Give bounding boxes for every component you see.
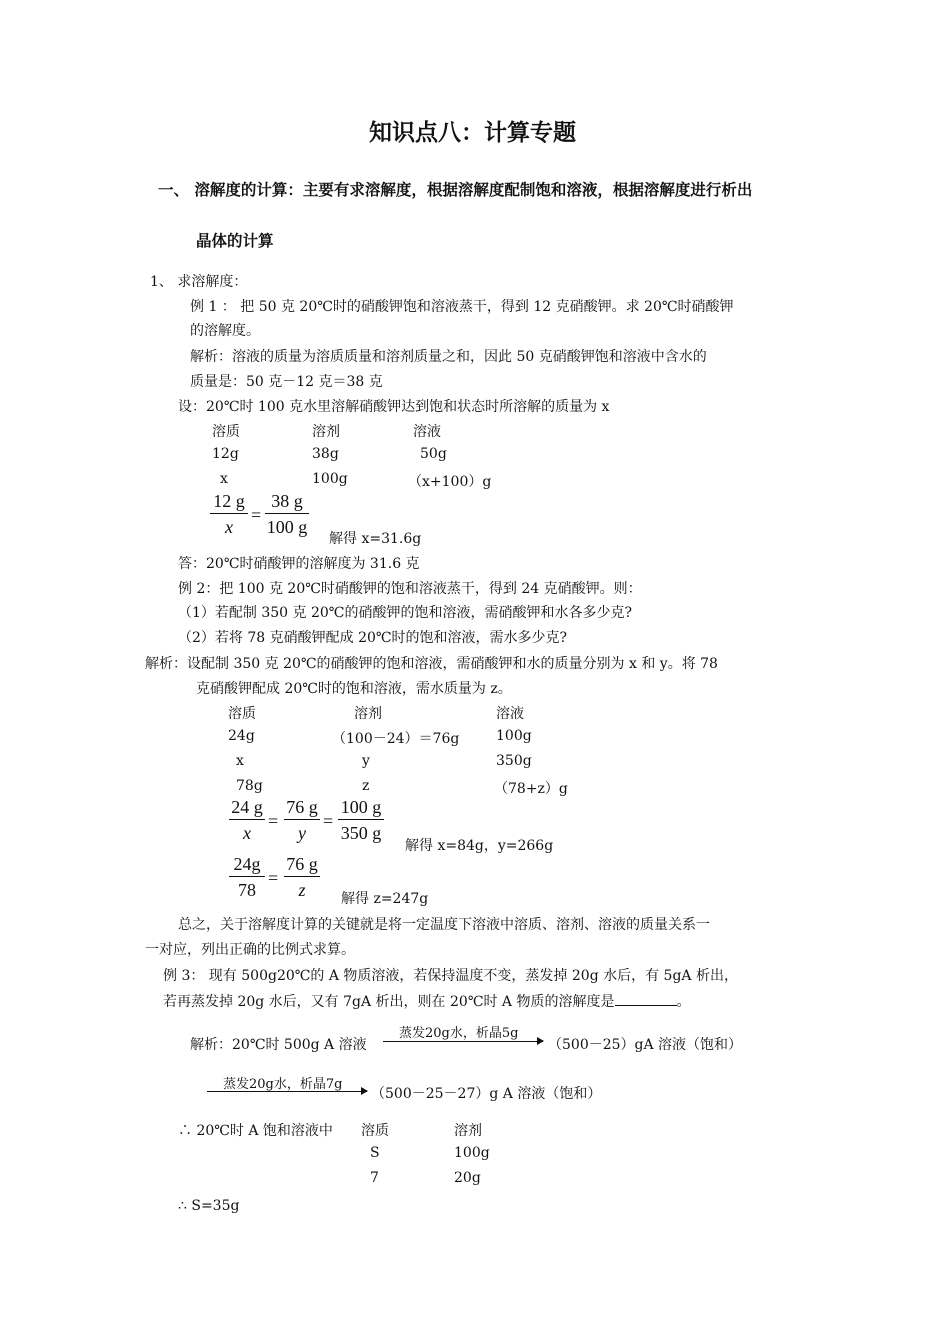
ex2-table-cell: 24g — [228, 728, 255, 744]
example1-let: 设：20℃时 100 克水里溶解硝酸钾达到饱和状态时所溶解的质量为 x — [178, 399, 610, 415]
ex1-table-cell: x — [220, 471, 228, 487]
page-title: 知识点八：计算专题 — [369, 120, 576, 146]
example2-analysis2: 克硝酸钾配成 20℃时的饱和溶液，需水质量为 z。 — [196, 681, 512, 697]
equals-sign: = — [268, 868, 279, 888]
reaction-arrow-icon — [383, 1041, 543, 1042]
ex1-table-cell: （x+100）g — [408, 474, 492, 490]
example2-analysis1: 解析：设配制 350 克 20℃的硝酸钾的饱和溶液，需硝酸钾和水的质量分别为 x 和 y。将 78 — [145, 656, 718, 672]
fraction-denominator: 100 g — [266, 517, 308, 537]
ex1-fraction-right — [265, 490, 309, 538]
fraction-denominator: x — [225, 517, 233, 537]
example1-analysis1: 解析：溶液的质量为溶质质量和溶剂质量之和，因此 50 克硝酸钾饱和溶液中含水的 — [190, 349, 707, 365]
example1-answer: 答：20℃时硝酸钾的溶解度为 31.6 克 — [178, 556, 420, 572]
ex2-eq2-fraction-b — [284, 853, 320, 901]
ex2-table-header-solute: 溶质 — [228, 706, 256, 722]
example2-question2: （2）若将 78 克硝酸钾配成 20℃时的饱和溶液，需水多少克? — [178, 630, 568, 646]
subheading-find-solubility: 1、 求溶解度： — [150, 274, 248, 290]
section-heading-line2: 晶体的计算 — [196, 232, 274, 250]
fraction-bar — [229, 876, 265, 877]
ex1-table-cell: 38g — [312, 446, 339, 462]
example3-line2-text: 若再蒸发掉 20g 水后，又有 7gA 析出，则在 20℃时 A 物质的溶解度是 — [163, 994, 615, 1010]
therefore-line2: ∴ S=35g — [178, 1198, 240, 1214]
fraction-bar — [210, 513, 248, 514]
equals-sign: = — [323, 811, 334, 831]
ex3-table-cell: S — [370, 1145, 380, 1161]
ex1-table-header-solute: 溶质 — [212, 424, 240, 440]
example1-analysis2: 质量是：50 克－12 克＝38 克 — [190, 374, 383, 390]
ex2-table-cell: x — [236, 753, 244, 769]
ex2-eq1-fraction-c — [338, 796, 384, 844]
example1-line1: 例 1 ： 把 50 克 20℃时的硝酸钾饱和溶液蒸干，得到 12 克硝酸钾。求 20℃时硝酸钾 — [190, 299, 734, 315]
section-heading-line1: 一、 溶解度的计算：主要有求溶解度，根据溶解度配制饱和溶液，根据溶解度进行析出 — [158, 181, 753, 199]
ex2-eq1-fraction-b — [284, 796, 320, 844]
fraction-numerator: 12 g — [213, 491, 245, 511]
example3-line1: 例 3： 现有 500g20℃的 A 物质溶液，若保持温度不变，蒸发掉 20g 水后，有 5gA 析出， — [163, 968, 738, 984]
ex3-table-cell: 7 — [370, 1170, 379, 1186]
fraction-denominator: 350 g — [340, 823, 382, 843]
ex2-eq1-fraction-a — [229, 796, 265, 844]
ex2-table-cell: z — [362, 778, 370, 794]
ex2-table-cell: （78+z）g — [494, 781, 568, 797]
fraction-numerator: 24 g — [231, 797, 263, 817]
ex1-table-cell: 50g — [420, 446, 447, 462]
example3-analysis-prefix: 解析：20℃时 500g A 溶液 — [190, 1037, 367, 1053]
ex1-fraction-left — [210, 490, 248, 538]
therefore-line1: ∴ 20℃时 A 饱和溶液中 — [178, 1123, 333, 1139]
ex2-table-cell: y — [362, 753, 370, 769]
ex2-table-cell: 100g — [496, 728, 532, 744]
fraction-bar — [284, 819, 320, 820]
example2-line1: 例 2：把 100 克 20℃时硝酸钾的饱和溶液蒸干，得到 24 克硝酸钾。则： — [178, 581, 642, 597]
example1-line2: 的溶解度。 — [190, 323, 260, 339]
example2-question1: （1）若配制 350 克 20℃的硝酸钾的饱和溶液，需硝酸钾和水各多少克? — [178, 605, 632, 621]
example3-line2-end: 。 — [676, 994, 691, 1010]
summary-line2: 一对应，列出正确的比例式求算。 — [145, 942, 355, 958]
ex1-table-cell: 12g — [212, 446, 239, 462]
fraction-denominator: z — [298, 880, 306, 900]
summary-line1: 总之，关于溶解度计算的关键就是将一定温度下溶液中溶质、溶剂、溶液的质量关系一 — [178, 917, 710, 933]
ex2-table-header-solvent: 溶剂 — [354, 706, 382, 722]
ex2-table-header-solution: 溶液 — [496, 706, 524, 722]
arrow1-result: （500－25）gA 溶液（饱和） — [548, 1037, 743, 1053]
arrow2-result: （500－25－27）g A 溶液（饱和） — [371, 1086, 602, 1102]
example2-solve1: 解得 x=84g，y=266g — [405, 838, 554, 854]
ex1-table-cell: 100g — [312, 471, 348, 487]
fraction-numerator: 76 g — [286, 797, 318, 817]
ex3-table-cell: 100g — [454, 1145, 490, 1161]
fraction-numerator: 100 g — [340, 797, 382, 817]
ex2-table-cell: 78g — [236, 778, 263, 794]
ex2-table-cell: 350g — [496, 753, 532, 769]
ex3-table-header-solvent: 溶剂 — [454, 1123, 482, 1139]
ex1-table-header-solvent: 溶剂 — [312, 424, 340, 440]
fraction-bar — [229, 819, 265, 820]
fraction-numerator: 38 g — [271, 491, 303, 511]
answer-blank — [615, 991, 677, 1006]
reaction-arrow-icon — [207, 1091, 367, 1092]
fraction-bar — [265, 513, 309, 514]
fraction-bar — [338, 819, 384, 820]
example2-solve2: 解得 z=247g — [341, 891, 429, 907]
fraction-bar — [284, 876, 320, 877]
fraction-denominator: 78 — [238, 880, 256, 900]
arrow2-label: 蒸发20g水，析晶7g — [223, 1077, 343, 1092]
equals-sign: = — [251, 505, 262, 525]
ex2-table-cell: （100－24）＝76g — [332, 731, 460, 747]
example1-solve: 解得 x=31.6g — [329, 531, 422, 547]
arrow1-label: 蒸发20g水，析晶5g — [399, 1026, 519, 1041]
ex1-table-header-solution: 溶液 — [413, 424, 441, 440]
fraction-numerator: 24g — [233, 854, 261, 874]
fraction-denominator: y — [298, 823, 306, 843]
example3-line2 — [163, 991, 691, 1011]
ex3-table-cell: 20g — [454, 1170, 481, 1186]
fraction-denominator: x — [243, 823, 251, 843]
ex3-table-header-solute: 溶质 — [361, 1123, 389, 1139]
ex2-eq2-fraction-a — [229, 853, 265, 901]
fraction-numerator: 76 g — [286, 854, 318, 874]
equals-sign: = — [268, 811, 279, 831]
